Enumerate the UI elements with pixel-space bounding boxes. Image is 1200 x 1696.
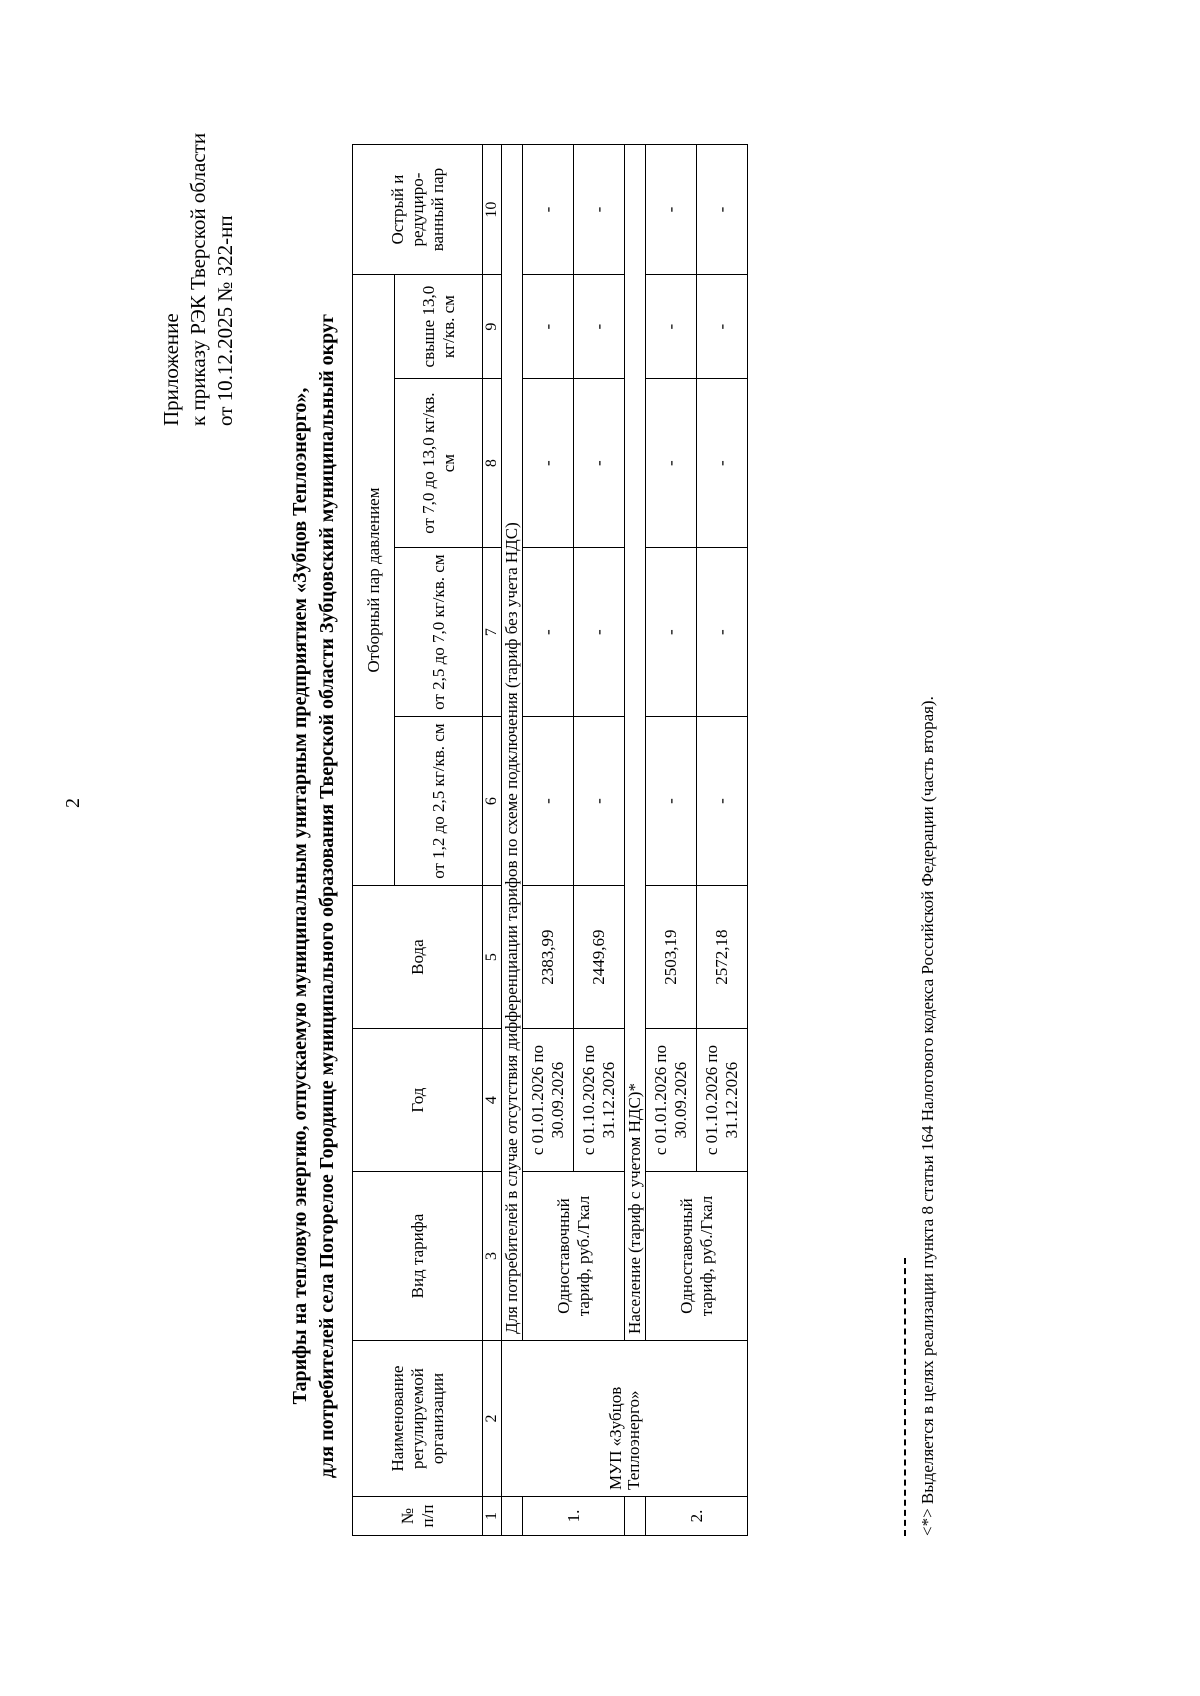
header-year: Год [353,1029,483,1172]
header-pressure-3: от 7,0 до 13,0 кг/кв. см [395,379,483,548]
pressure-1-value: - [697,717,748,886]
section-label-1: Для потребителей в случае отсутствия дифференциации тарифов по схеме подключения (тариф без учета НДС) [502,145,523,1341]
sharp-steam-value: - [646,145,697,275]
water-value: 2449,69 [574,886,625,1029]
pressure-2-value: - [697,548,748,717]
tariff-type: Одноставочный тариф, руб./Гкал [523,1172,625,1341]
pressure-2-value: - [523,548,574,717]
organization-name: МУП «Зубцов Теплоэнерго» [502,1341,748,1497]
pressure-2-value: - [646,548,697,717]
appendix-line-1: Приложение [159,313,183,426]
period: с 01.01.2026 по 30.09.2026 [646,1029,697,1172]
water-value: 2572,18 [697,886,748,1029]
pressure-1-value: - [523,717,574,886]
pressure-4-value: - [646,275,697,379]
pressure-3-value: - [523,379,574,548]
pressure-2-value: - [574,548,625,717]
pressure-3-value: - [697,379,748,548]
pressure-4-value: - [523,275,574,379]
tariff-type: Одноставочный тариф, руб./Гкал [646,1172,748,1341]
footnote: <*> Выделяется в целях реализации пункта 8 статьи 164 Налогового кодекса Российской Федерации (часть вторая). [918,696,937,1536]
column-number: 7 [483,548,502,717]
sharp-steam-value: - [523,145,574,275]
appendix-block [158,133,239,426]
header-pressure-2: от 2,5 до 7,0 кг/кв. см [395,548,483,717]
column-number: 9 [483,275,502,379]
row-number: 2. [646,1497,748,1536]
water-value: 2383,99 [523,886,574,1029]
column-number: 3 [483,1172,502,1341]
table-row [523,145,574,1536]
appendix-line-2: к приказу РЭК Тверской области [186,132,210,426]
header-organization: Наименование регулируемой организации [353,1341,483,1497]
period: с 01.10.2026 по 31.12.2026 [697,1029,748,1172]
column-number: 1 [483,1497,502,1536]
header-tariff-type: Вид тарифа [353,1172,483,1341]
section-label-2: Население (тариф с учетом НДС)* [625,145,646,1341]
pressure-3-value: - [646,379,697,548]
document-title [287,256,341,1536]
page-number: 2 [62,798,84,808]
header-pressure-4: свыше 13,0 кг/кв. см [395,275,483,379]
section-row [625,145,646,1536]
sharp-steam-value: - [697,145,748,275]
water-value: 2503,19 [646,886,697,1029]
column-number-row [483,145,502,1536]
pressure-1-value: - [646,717,697,886]
row-number: 1. [523,1497,625,1536]
column-number: 8 [483,379,502,548]
header-sharp-steam: Острый и редуциро-ванный пар [353,145,483,275]
table-row [646,145,697,1536]
appendix-line-3: от 10.12.2025 № 322-нп [213,215,237,426]
pressure-4-value: - [697,275,748,379]
header-pressure-1: от 1,2 до 2,5 кг/кв. см [395,717,483,886]
title-line-2: для потребителей села Погорелое Городище муниципального образования Тверской области Зубцовский муниципальный округ [316,313,338,1479]
pressure-3-value: - [574,379,625,548]
period: с 01.10.2026 по 31.12.2026 [574,1029,625,1172]
header-num: № п/п [353,1497,483,1536]
header-water: Вода [353,886,483,1029]
column-number: 4 [483,1029,502,1172]
pressure-1-value: - [574,717,625,886]
title-line-1: Тарифы на тепловую энергию, отпускаемую муниципальным унитарным предприятием «Зубцов Теплоэнерго», [289,387,311,1405]
column-number: 2 [483,1341,502,1497]
header-steam-group: Отборный пар давлением [353,275,395,886]
section-spacer [502,1497,523,1536]
section-row [502,145,523,1536]
period: с 01.01.2026 по 30.09.2026 [523,1029,574,1172]
column-number: 6 [483,717,502,886]
sharp-steam-value: - [574,145,625,275]
column-number: 10 [483,145,502,275]
section-spacer [625,1497,646,1536]
tariff-table [352,144,748,1536]
pressure-4-value: - [574,275,625,379]
footnote-separator [904,1258,906,1536]
column-number: 5 [483,886,502,1029]
